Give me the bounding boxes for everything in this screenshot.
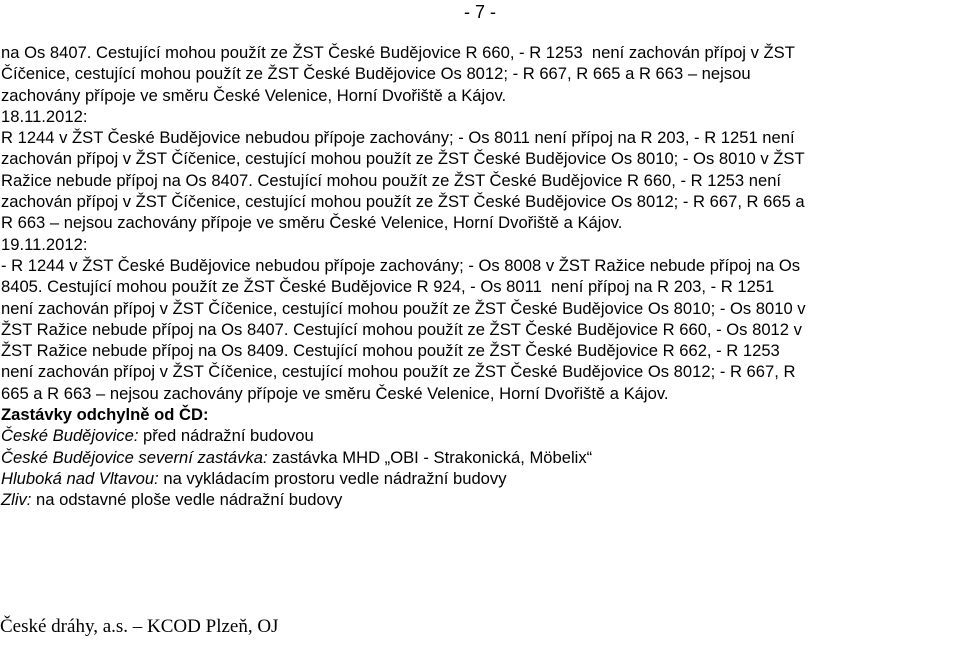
stop-item xyxy=(0,425,960,446)
text-line: zachovány přípoje ve směru České Velenice, Horní Dvořiště a Kájov. xyxy=(1,85,507,105)
text-line: na Os 8407. Cestující mohou použít ze ŽST České Budějovice R 660, - R 1253 není zachován přípoj v ŽST xyxy=(1,43,795,62)
text-line: ŽST Ražice nebude přípoj na Os 8409. Cestující mohou použít ze ŽST České Budějovice R 662, - R 1253 xyxy=(1,341,780,361)
stop-item xyxy=(0,447,960,468)
stop-location: na odstavné ploše vedle nádražní budovy xyxy=(31,490,343,510)
stop-item xyxy=(0,489,960,510)
text-line: R 663 – nejsou zachovány přípoje ve směru České Velenice, Horní Dvořiště a Kájov. xyxy=(1,213,623,233)
text-line: 8405. Cestující mohou použít ze ŽST České Budějovice R 924, - Os 8011 není přípoj na R 203, - R 1251 xyxy=(1,277,775,297)
text-line: zachován přípoj v ŽST Číčenice, cestující mohou použít ze ŽST České Budějovice Os 8012; - R 667, R 665 a xyxy=(1,192,805,212)
text-line: Ražice nebude přípoj na Os 8407. Cestující mohou použít ze ŽST České Budějovice R 660, - R 1253 není xyxy=(1,170,782,190)
page-number: - 7 - xyxy=(464,2,497,22)
stop-place: České Budějovice severní zastávka: xyxy=(1,447,268,467)
stop-place: Zliv: xyxy=(1,490,32,510)
stops-heading: Zastávky odchylně od ČD: xyxy=(1,405,209,425)
text-line: Číčenice, cestující mohou použít ze ŽST České Budějovice Os 8012; - R 667, R 665 a R 663 – nejsou xyxy=(1,64,751,84)
text-line: R 1244 v ŽST České Budějovice nebudou přípoje zachovány; - Os 8011 není přípoj na R 203, - R 1251 není xyxy=(1,128,795,148)
date-line: 19.11.2012: xyxy=(1,234,88,254)
text-line: není zachován přípoj v ŽST Číčenice, cestující mohou použít ze ŽST České Budějovice Os 8010; - Os 8010 v xyxy=(1,298,806,318)
stop-place: České Budějovice: xyxy=(1,426,139,446)
text-line: není zachován přípoj v ŽST Číčenice, cestující mohou použít ze ŽST České Budějovice Os 8012; - R 667, R xyxy=(1,362,796,382)
text-line: - R 1244 v ŽST České Budějovice nebudou přípoje zachovány; - Os 8008 v ŽST Ražice nebude přípoj na Os xyxy=(1,255,801,275)
stop-location: na vykládacím prostoru vedle nádražní budovy xyxy=(158,468,507,488)
text-line: ŽST Ražice nebude přípoj na Os 8407. Cestující mohou použít ze ŽST České Budějovice R 660, - Os 8012 v xyxy=(1,319,802,339)
text-line: zachován přípoj v ŽST Číčenice, cestující mohou použít ze ŽST České Budějovice Os 8010; - Os 8010 v ŽST xyxy=(1,149,805,169)
date-line: 18.11.2012: xyxy=(1,106,88,126)
stop-location: před nádražní budovou xyxy=(138,426,314,446)
stop-place: Hluboká nad Vltavou: xyxy=(1,468,159,488)
text-line: 665 a R 663 – nejsou zachovány přípoje ve směru České Velenice, Horní Dvořiště a Kájov. xyxy=(1,383,669,403)
stop-item xyxy=(0,468,960,489)
footer-signature: České dráhy, a.s. – KCOD Plzeň, OJ xyxy=(0,616,279,637)
stop-location: zastávka MHD „OBI - Strakonická, Möbelix“ xyxy=(267,447,593,467)
document-body xyxy=(0,42,960,511)
